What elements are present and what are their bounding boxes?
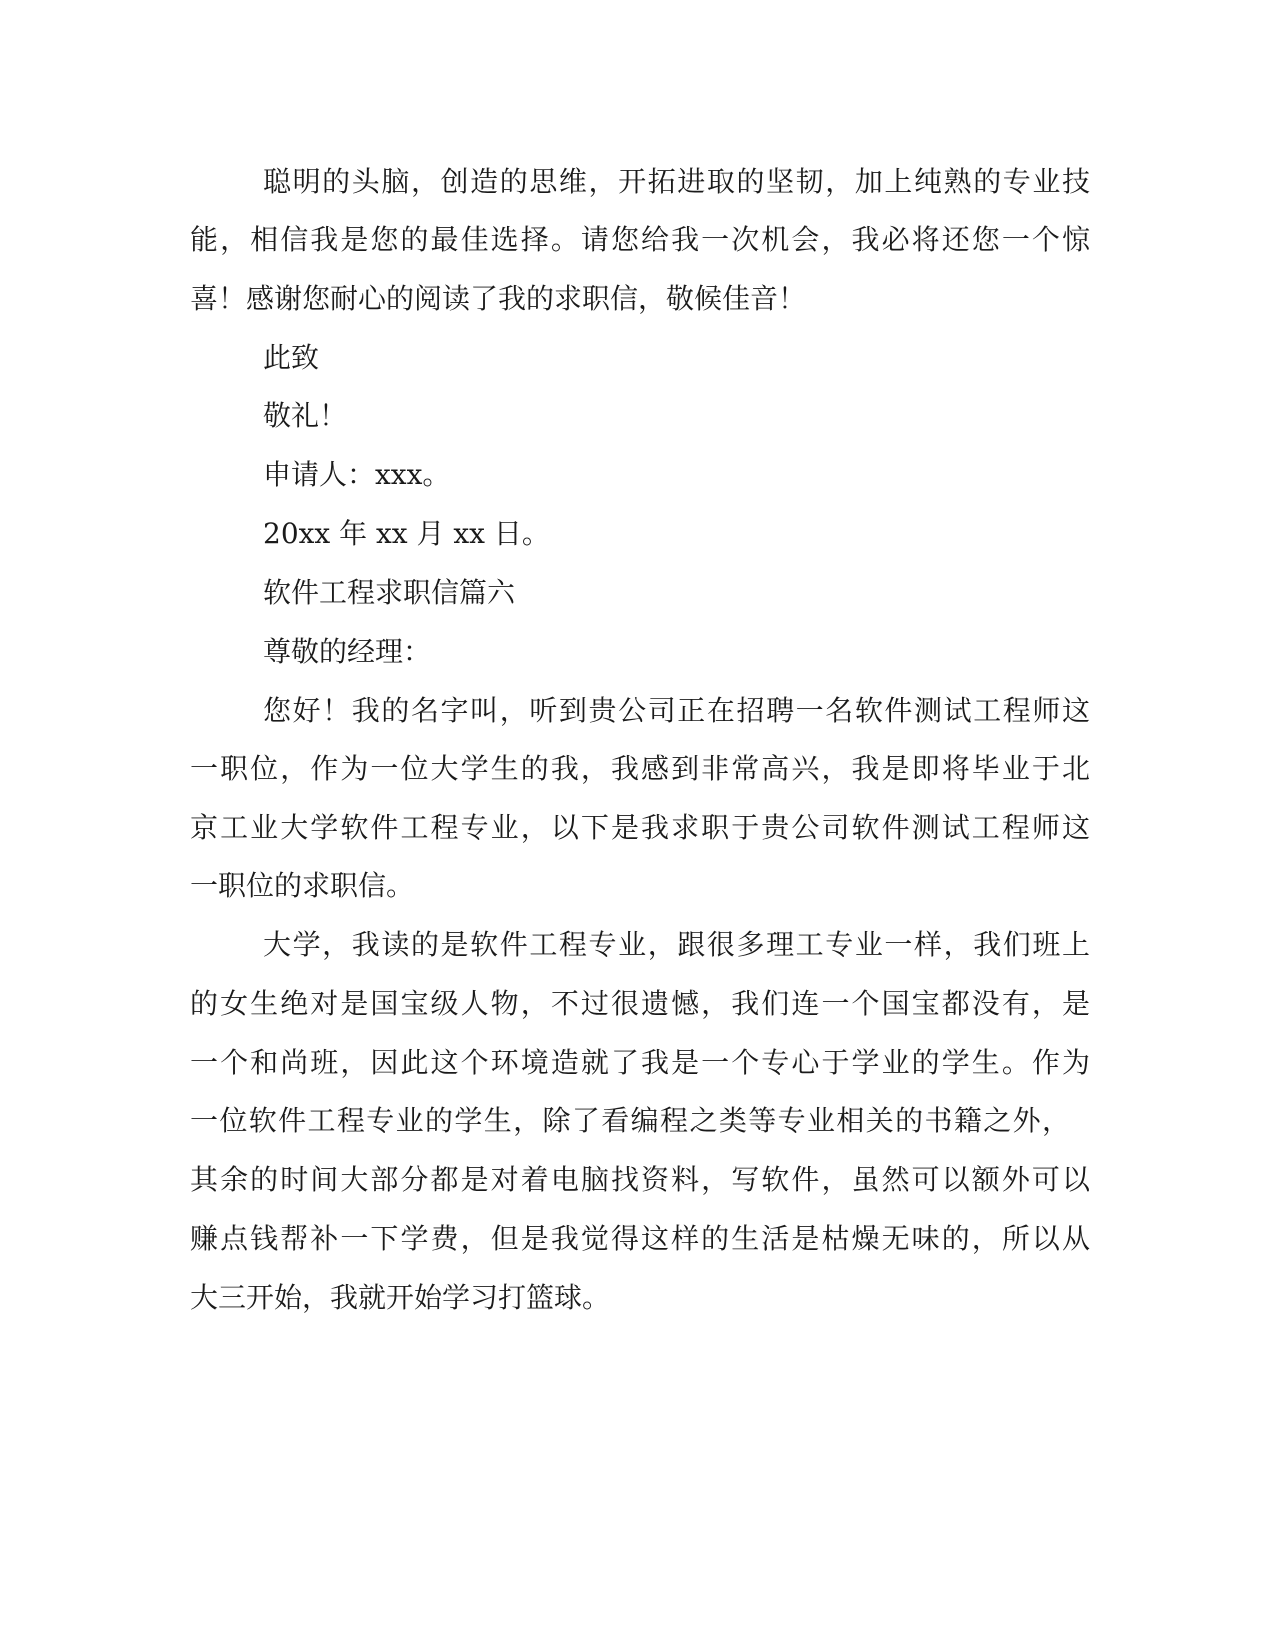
paragraph-line: 一位软件工程专业的学生，除了看编程之类等专业相关的书籍之外， xyxy=(190,1104,1070,1137)
letter-date: 20xx 年 xx 月 xx 日。 xyxy=(263,517,550,550)
paragraph-line: 其余的时间大部分都是对着电脑找资料，写软件，虽然可以额外可以 xyxy=(190,1163,1090,1196)
paragraph-line: 一职位，作为一位大学生的我，我感到非常高兴，我是即将毕业于北 xyxy=(190,752,1090,785)
closing-regards: 敬礼！ xyxy=(263,399,348,432)
paragraph-line: 大三开始，我就开始学习打篮球。 xyxy=(190,1281,611,1314)
paragraph-line: 京工业大学软件工程专业，以下是我求职于贵公司软件测试工程师这 xyxy=(190,811,1090,844)
paragraph-line: 一职位的求职信。 xyxy=(190,869,415,902)
closing-salutation: 此致 xyxy=(263,341,320,374)
paragraph-line: 赚点钱帮补一下学费，但是我觉得这样的生活是枯燥无味的，所以从 xyxy=(190,1222,1090,1255)
paragraph-line: 一个和尚班，因此这个环境造就了我是一个专心于学业的学生。作为 xyxy=(190,1046,1090,1079)
paragraph-line: 您好！我的名字叫，听到贵公司正在招聘一名软件测试工程师这 xyxy=(263,694,1090,727)
paragraph-line: 能，相信我是您的最佳选择。请您给我一次机会，我必将还您一个惊 xyxy=(190,223,1090,256)
applicant-signature: 申请人：xxx。 xyxy=(263,458,451,491)
paragraph-line: 喜！感谢您耐心的阅读了我的求职信，敬候佳音！ xyxy=(190,282,807,315)
paragraph-line: 大学，我读的是软件工程专业，跟很多理工专业一样，我们班上 xyxy=(263,928,1090,961)
section-title: 软件工程求职信篇六 xyxy=(263,576,516,609)
paragraph-line: 的女生绝对是国宝级人物，不过很遗憾，我们连一个国宝都没有，是 xyxy=(190,987,1090,1020)
letter-greeting: 尊敬的经理： xyxy=(263,635,432,668)
paragraph-line: 聪明的头脑，创造的思维，开拓进取的坚韧，加上纯熟的专业技 xyxy=(263,165,1090,198)
